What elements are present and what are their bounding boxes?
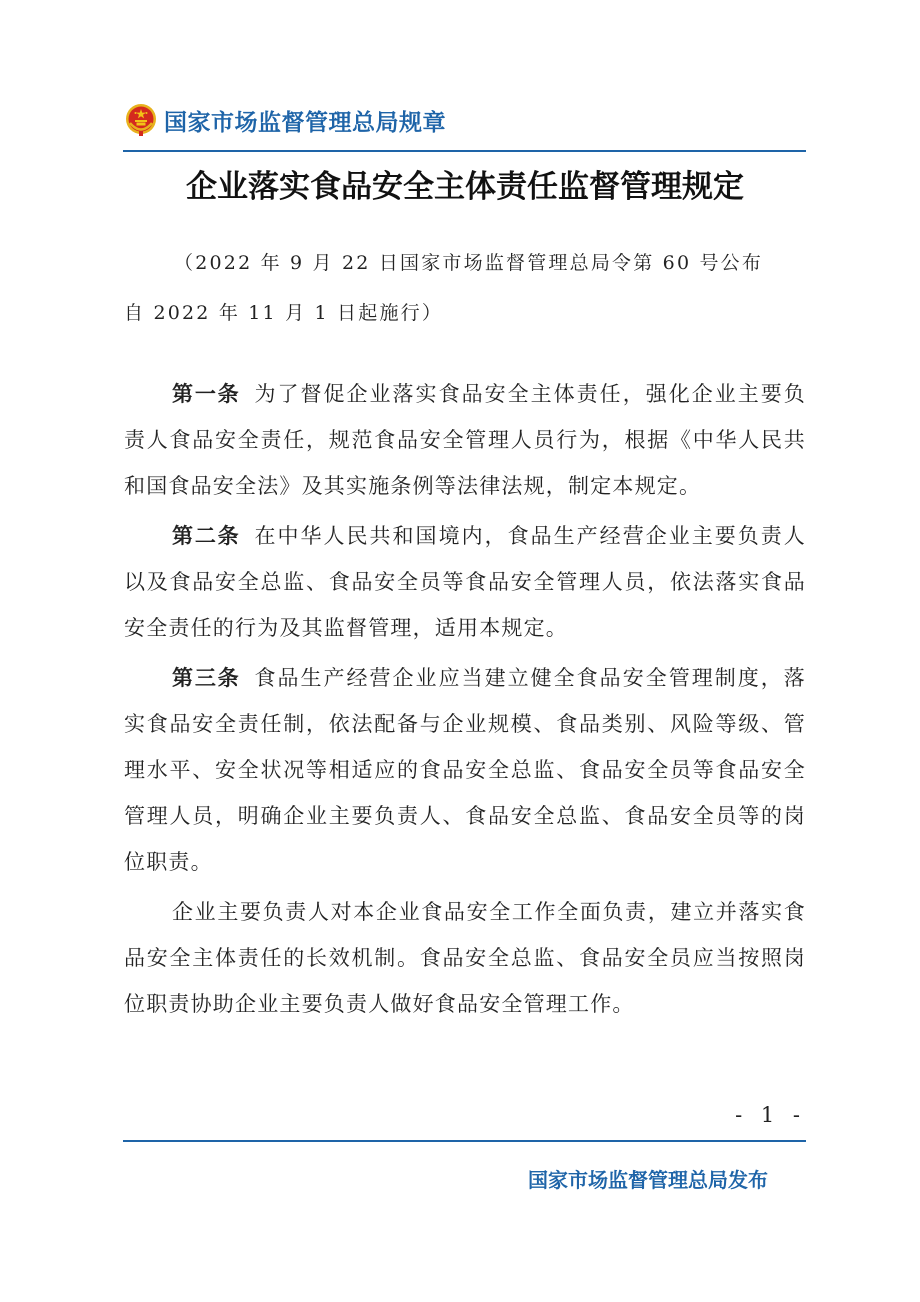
article-label: 第三条	[172, 666, 241, 690]
article-paragraph	[124, 371, 806, 509]
document-body	[124, 371, 806, 1031]
article-paragraph	[124, 513, 806, 651]
national-emblem-icon	[124, 103, 158, 137]
article-text: 食品生产经营企业应当建立健全食品安全管理制度，落实食品安全责任制，依法配备与企业规模、食品类别、风险等级、管理水平、安全状况等相适应的食品安全总监、食品安全员等食品安全管理人员，明确企业主要负责人、食品安全总监、食品安全员等的岗位职责。	[124, 666, 806, 874]
footer-divider	[123, 1140, 806, 1142]
article-text: 为了督促企业落实食品安全主体责任，强化企业主要负责人食品安全责任，规范食品安全管理人员行为，根据《中华人民共和国食品安全法》及其实施条例等法律法规，制定本规定。	[124, 382, 806, 498]
article-label: 第二条	[172, 524, 241, 548]
footer-publisher: 国家市场监督管理总局发布	[528, 1168, 768, 1192]
article-paragraph	[124, 889, 806, 1027]
article-text: 在中华人民共和国境内，食品生产经营企业主要负责人以及食品安全总监、食品安全员等食品安全管理人员，依法落实食品安全责任的行为及其监督管理，适用本规定。	[124, 524, 806, 640]
article-label: 第一条	[172, 382, 241, 406]
document-title: 企业落实食品安全主体责任监督管理规定	[186, 169, 744, 205]
page-number: - 1 -	[735, 1103, 806, 1127]
article-paragraph	[124, 655, 806, 885]
article-text: 企业主要负责人对本企业食品安全工作全面负责，建立并落实食品安全主体责任的长效机制。食品安全总监、食品安全员应当按照岗位职责协助企业主要负责人做好食品安全管理工作。	[124, 900, 806, 1016]
promulgation-note: （2022 年 9 月 22 日国家市场监督管理总局令第 60 号公布 自 2022 年 11 月 1 日起施行）	[124, 252, 764, 324]
header-divider	[123, 150, 806, 152]
page-header	[124, 98, 806, 142]
agency-title: 国家市场监督管理总局规章	[164, 109, 446, 136]
